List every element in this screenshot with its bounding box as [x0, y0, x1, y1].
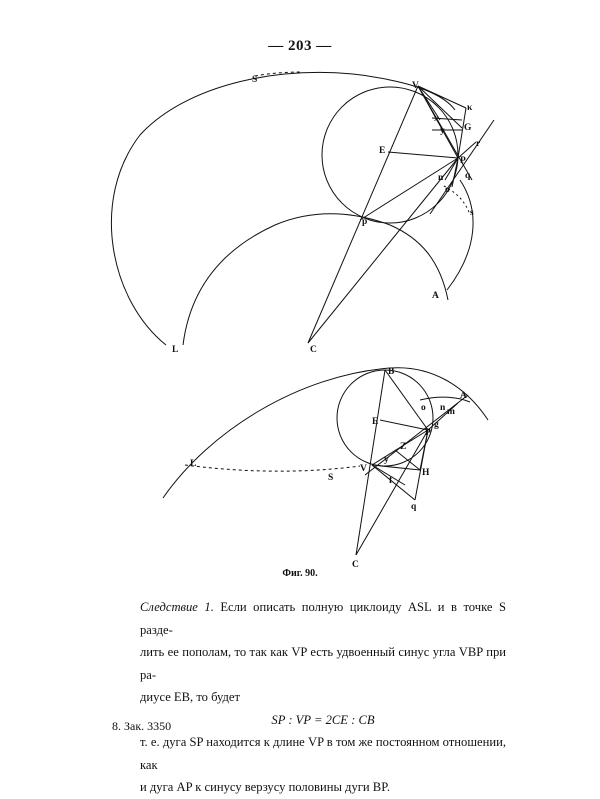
label-y-bottom: y	[384, 455, 389, 465]
line-C-P	[308, 158, 458, 343]
top-right-arc	[447, 180, 473, 290]
label-r: r	[476, 139, 481, 149]
label-G: G	[464, 123, 472, 133]
label-Z-bottom: Z	[400, 442, 407, 452]
label-s: s	[470, 208, 474, 218]
label-P-bottom: P	[425, 428, 431, 438]
line-V-q-bottom	[372, 465, 415, 500]
label-q-bottom: q	[411, 502, 417, 512]
label-o: o	[445, 185, 450, 195]
top-outer-cycloid-arc	[111, 72, 455, 345]
corollary-line-1	[140, 596, 506, 641]
label-S-bottom: S	[328, 473, 334, 483]
label-q: q	[465, 171, 471, 181]
label-n: n	[438, 173, 444, 183]
corollary-line-4: т. е. дуга SP находится к длине VP в том же постоянном отношении, как	[140, 735, 506, 772]
label-B-bottom: B	[388, 367, 395, 377]
line-E-P	[388, 152, 458, 158]
label-P: P	[460, 156, 466, 166]
corollary-line-1-rest: Если описать полную циклоиду ASL и в точке S разде-	[140, 600, 506, 637]
line-p-P	[360, 158, 458, 220]
corollary-line-3: диусе EB, то будет	[140, 690, 241, 704]
label-L-bottom: L	[190, 459, 197, 469]
bottom-dashed-arc	[185, 465, 360, 471]
line-P-kappa	[458, 108, 466, 158]
label-p: p	[362, 217, 368, 227]
top-dashed-arc	[255, 72, 300, 76]
label-x: x	[434, 114, 439, 124]
label-kappa: κ	[467, 103, 473, 113]
corollary-line-2: лить ее пополам, то так как VP есть удвоенный синус угла VBP при ра-	[140, 645, 506, 682]
line-V-G	[418, 86, 462, 128]
label-m-bottom: m	[447, 407, 455, 417]
label-f-bottom: f	[389, 476, 393, 486]
corollary-formula: SP : VP = 2CE : CB	[271, 712, 375, 727]
line-g-H	[395, 450, 420, 470]
corollary-paragraph	[140, 596, 506, 799]
line-C-P-bottom	[356, 430, 428, 555]
label-L: L	[172, 345, 179, 355]
label-y: y	[440, 126, 445, 136]
label-V-bottom: V	[360, 464, 367, 474]
label-E-bottom: E	[372, 417, 379, 427]
line-C-V	[308, 86, 418, 343]
label-n-bottom: n	[440, 403, 446, 413]
label-A-bottom: A	[460, 391, 467, 401]
page-number: — 203 —	[268, 38, 332, 54]
footer-print-mark: 8. Зак. 3350	[112, 719, 172, 733]
label-o-bottom: o	[421, 403, 426, 413]
corollary-heading: Следствие 1.	[140, 600, 214, 614]
label-S: S	[252, 75, 258, 85]
bottom-rolling-circle	[337, 370, 433, 466]
label-E: E	[379, 146, 386, 156]
label-V: V	[412, 81, 419, 91]
label-A: A	[432, 291, 439, 301]
line-E-P-bottom	[380, 420, 428, 430]
corollary-line-5: и дуга AP к синусу верзусу половины дуги BP.	[140, 780, 390, 794]
figure-caption: Фиг. 90.	[282, 568, 318, 579]
label-g-bottom: g	[434, 420, 439, 430]
bottom-outer-arc	[163, 368, 488, 498]
label-H-bottom: H	[422, 468, 430, 478]
label-C: C	[310, 345, 317, 355]
label-C-bottom: C	[352, 560, 359, 570]
